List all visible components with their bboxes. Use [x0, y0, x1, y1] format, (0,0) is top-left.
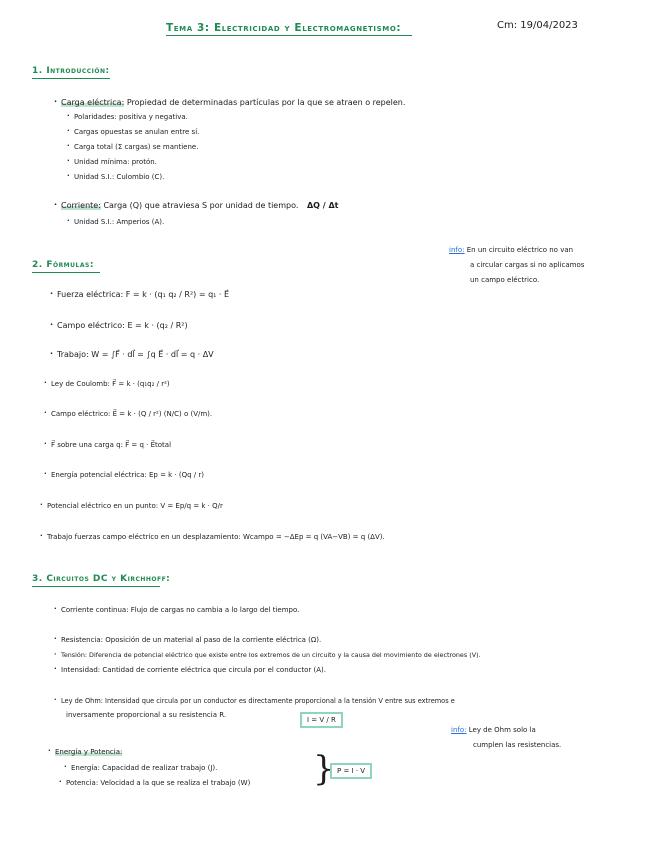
brace-symbol: }	[313, 749, 335, 789]
info-1-line-2: un campo eléctrico.	[470, 276, 540, 284]
section-intro-underline	[32, 78, 110, 79]
section-circuits-underline	[32, 586, 160, 587]
circuit-0: · Corriente continua: Flujo de cargas no cambia a lo largo del tiempo.	[61, 606, 299, 614]
carga-text: Propiedad de determinadas partículas por la que se atraen o repelen.	[126, 98, 406, 107]
formula-2: · Trabajo: W = ∫F⃗ · dl⃗ = ∫q E⃗ · dl⃗ = q · ΔV	[57, 350, 214, 359]
formula-1: · Campo eléctrico: E = k · (q₂ / R²)	[57, 321, 188, 330]
ohm-line-2: inversamente proporcional a su resistencia R.	[66, 711, 227, 719]
intro-sub-2: · Carga total (Σ cargas) se mantiene.	[74, 143, 198, 151]
info-1-line-1: a circular cargas si no aplicamos	[470, 261, 585, 269]
intro-sub-0: · Polaridades: positiva y negativa.	[74, 113, 188, 121]
corriente-sub: · Unidad S.I.: Amperios (A).	[74, 218, 164, 226]
formula-4: · Campo eléctrico: E⃗ = k · (Q / r²) (N/C) o (V/m).	[51, 410, 212, 418]
circuit-1: · Resistencia: Oposición de un material al paso de la corriente eléctrica (Ω).	[61, 636, 321, 644]
intro-sub-1: · Cargas opuestas se anulan entre sí.	[74, 128, 199, 136]
info-2-line-1: cumplen las resistencias.	[473, 741, 562, 749]
circuit-3: · Intensidad: Cantidad de corriente eléctrica que circula por el conductor (A).	[61, 666, 326, 674]
intro-sub-4: · Unidad S.I.: Culombio (C).	[74, 173, 164, 181]
corriente-formula: ΔQ / Δt	[306, 201, 339, 210]
carga-line	[61, 98, 405, 107]
energy-item-0: · Energía: Capacidad de realizar trabajo (J).	[71, 764, 217, 772]
energy-title-text: Energía y Potencia:	[55, 748, 123, 756]
circuit-2: · Tensión: Diferencia de potencial eléctrico que existe entre los extremos de un circuito y la causa del movimiento de electrones (V).	[61, 651, 481, 659]
corriente-text: Carga (Q) que atraviesa S por unidad de tiempo.	[103, 201, 299, 210]
section-circuits-title: 3. Circuitos DC y Kirchhoff:	[32, 574, 171, 584]
corriente-line	[61, 201, 338, 210]
info-note-2	[451, 726, 536, 734]
info-2-line-0: Ley de Ohm solo la	[468, 726, 536, 734]
title-underline	[166, 35, 412, 36]
section-intro-title: 1. Introducción:	[32, 66, 110, 76]
power-formula-box: P = I · V	[330, 763, 372, 779]
formula-5: · F⃗ sobre una carga q: F⃗ = q · E⃗total	[51, 441, 171, 449]
formula-0: · Fuerza eléctrica: F = k · (q₁ q₂ / R²) = q₁ · E⃗	[57, 290, 229, 299]
corriente-label: Corriente:	[61, 201, 101, 210]
info-1-line-0: En un circuito eléctrico no van	[466, 246, 574, 254]
formula-6: · Energía potencial eléctrica: Ep = k · (Qq / r)	[51, 471, 204, 479]
carga-label: Carga eléctrica:	[61, 98, 125, 107]
formula-7: · Potencial eléctrico en un punto: V = Ep/q = k · Q/r	[47, 502, 223, 510]
info-note-1	[449, 246, 573, 254]
formula-8: · Trabajo fuerzas campo eléctrico en un desplazamiento: Wcampo = −ΔEp = q (VA−VB) = q (ΔV).	[47, 533, 385, 541]
info-1-label: info:	[449, 246, 465, 254]
info-2-label: info:	[451, 726, 467, 734]
page-title: Tema 3: Electricidad y Electromagnetismo:	[166, 22, 402, 34]
formula-3: · Ley de Coulomb: F⃗ = k · (q₁q₂ / r²)	[51, 380, 170, 388]
section-formulas-title: 2. Fórmulas:	[32, 260, 94, 270]
ohm-line-1: · Ley de Ohm: Intensidad que circula por un conductor es directamente proporcional a la tensión V entre sus extremos e	[61, 697, 455, 705]
intro-sub-3: · Unidad mínima: protón.	[74, 158, 157, 166]
energy-title	[55, 748, 122, 756]
energy-item-1: · Potencia: Velocidad a la que se realiza el trabajo (W)	[66, 779, 250, 787]
date-label: Cm: 19/04/2023	[497, 20, 578, 31]
ohm-formula-box: I = V / R	[300, 712, 343, 728]
section-formulas-underline	[32, 272, 100, 273]
